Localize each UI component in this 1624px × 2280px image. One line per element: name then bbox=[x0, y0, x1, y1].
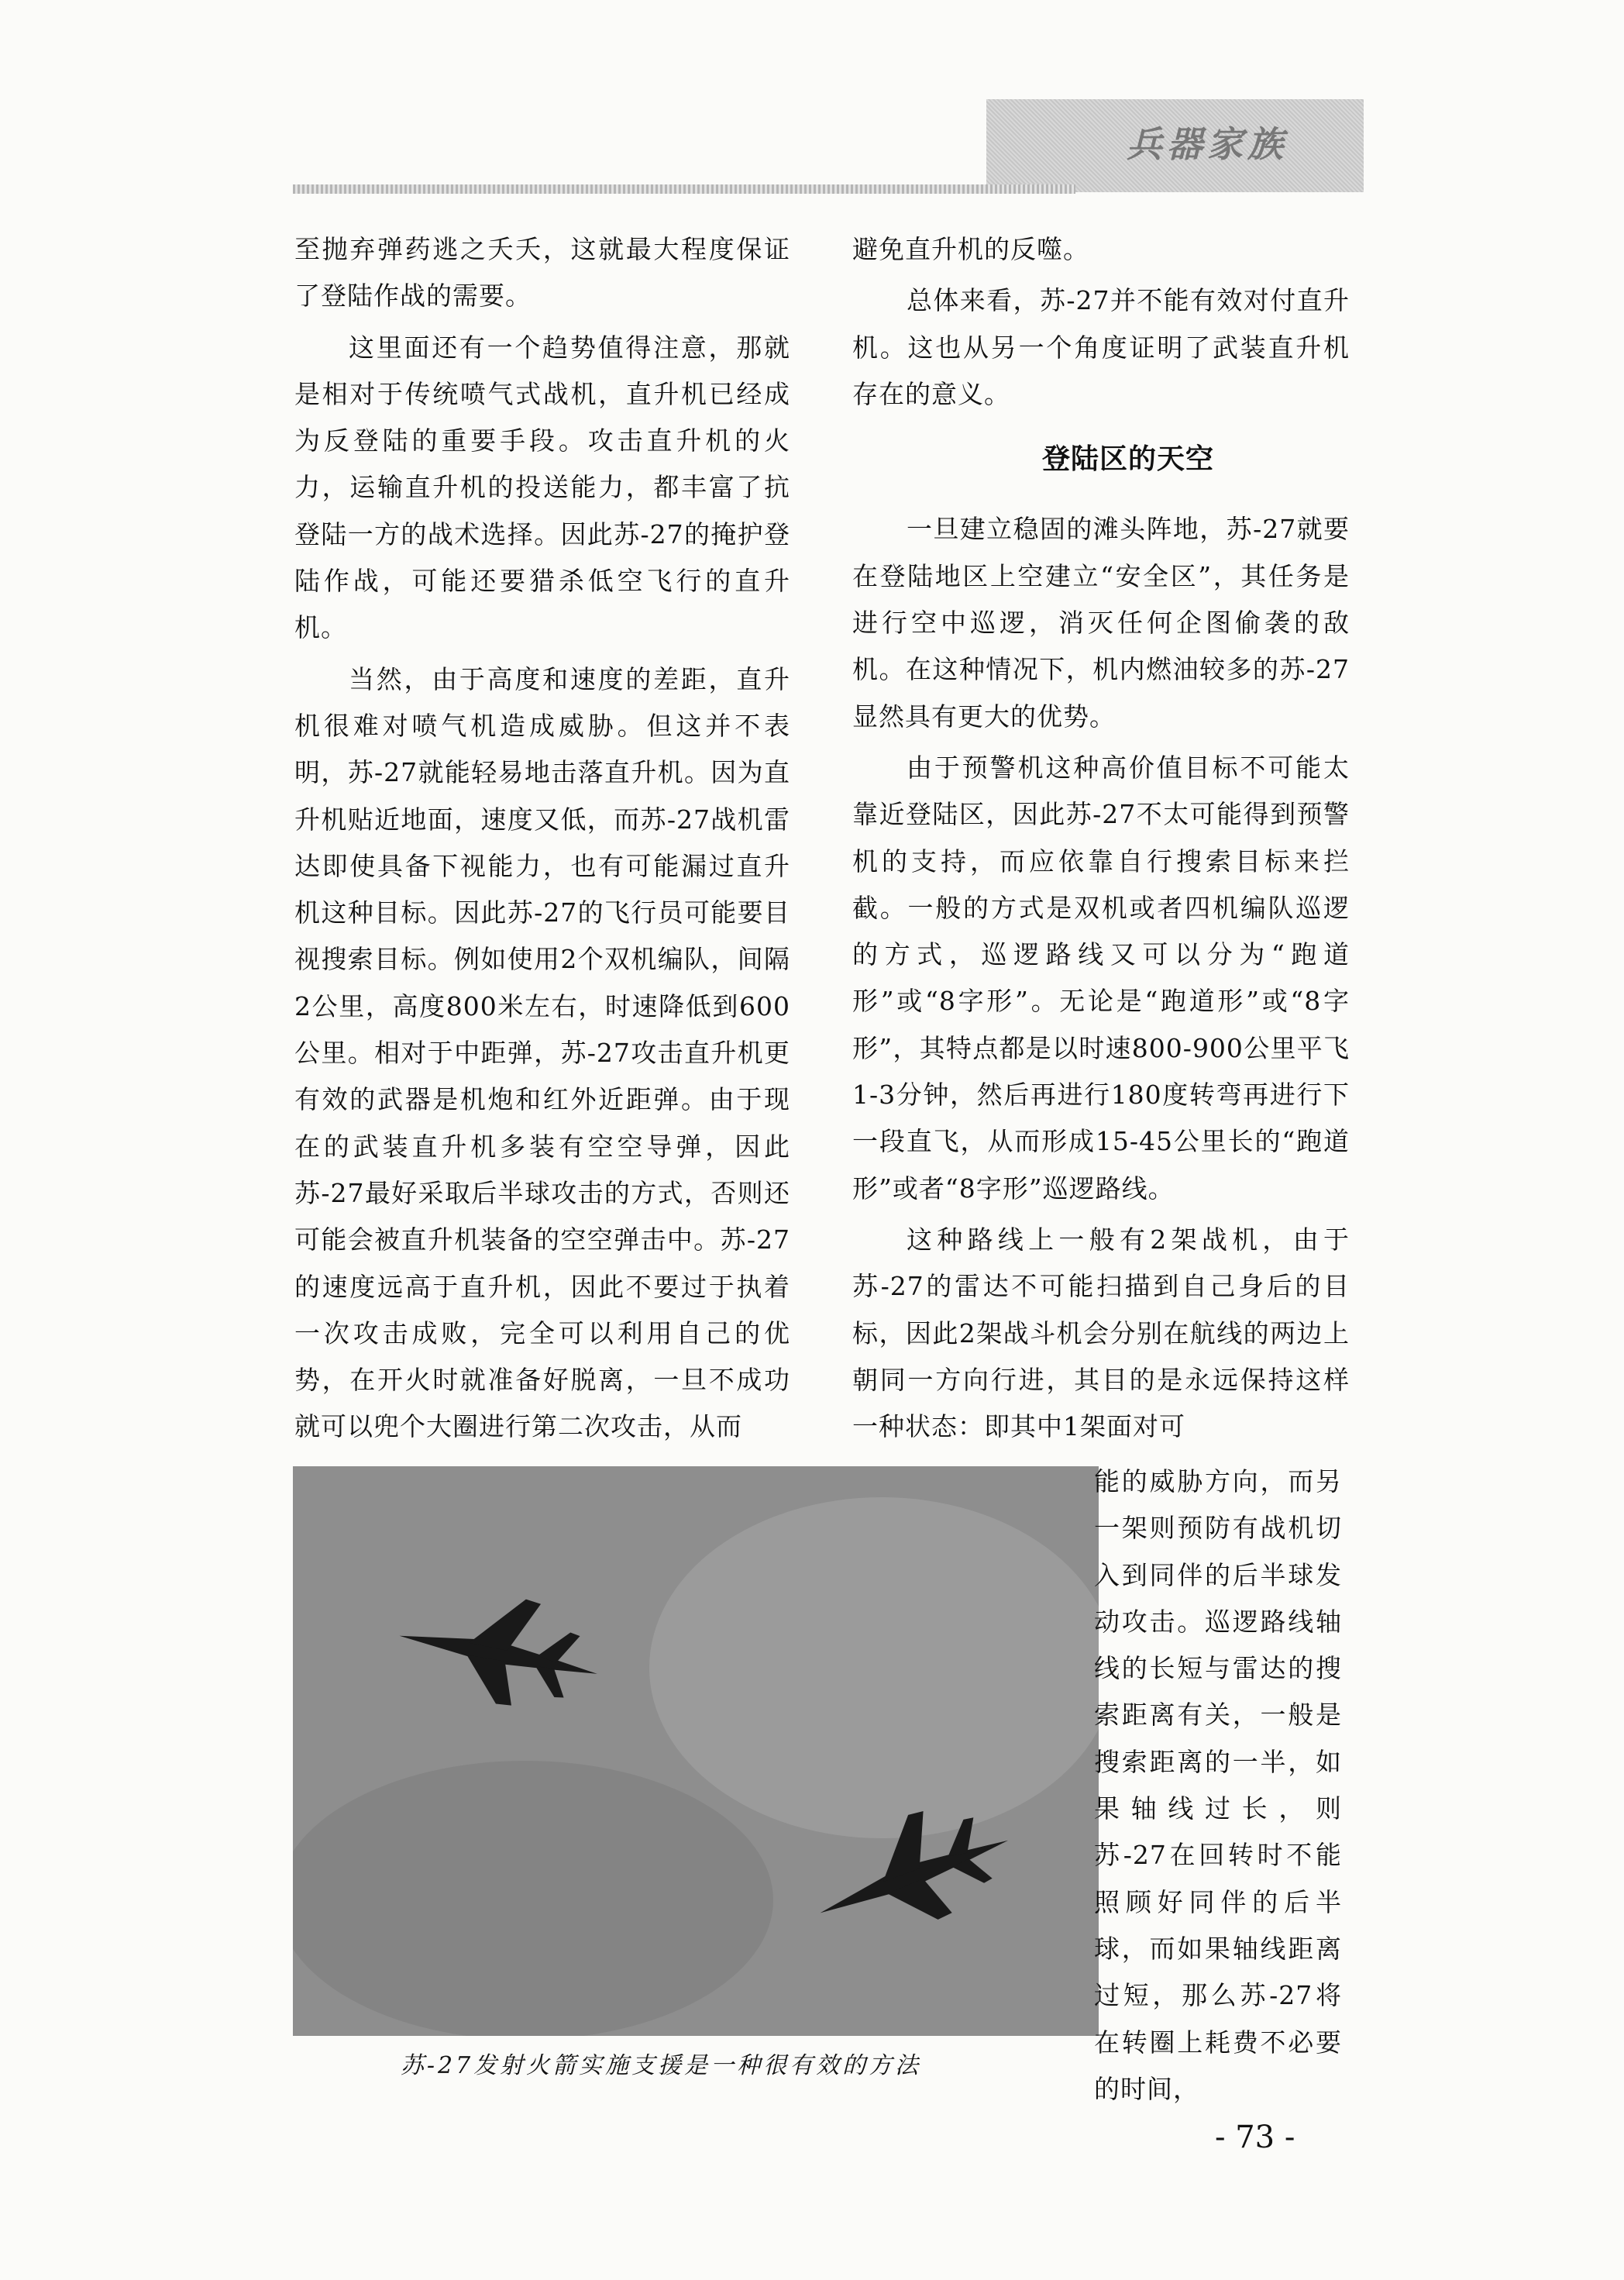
jet-fighters-illustration bbox=[293, 1466, 1099, 2036]
header-rule bbox=[293, 184, 1075, 194]
figure bbox=[293, 1466, 1099, 2094]
paragraph: 避免直升机的反噬。 bbox=[852, 234, 1089, 264]
page-number: - 73 - bbox=[1215, 2120, 1295, 2155]
paragraph: 总体来看，苏-27并不能有效对付直升机。这也从另一个角度证明了武装直升机存在的意义。 bbox=[852, 285, 1350, 409]
section-heading: 登陆区的天空 bbox=[1041, 443, 1214, 476]
wrapped-paragraph-continuation: 能的威胁方向，而另一架则预防有战机切入到同伴的后半球发动攻击。巡逻路线轴线的长短与雷达的搜索距离有关，一般是搜索距离的一半，如果轴线过长，则苏-27在回转时不能照顾好同伴的后半球，而如果轴线距离过短，那么苏-27将在转圈上耗费不必要的时间， bbox=[1094, 1466, 1342, 2104]
aircraft-photo bbox=[293, 1466, 1099, 2036]
paragraph: 一旦建立稳固的滩头阵地，苏-27就要在登陆地区上空建立“安全区”，其任务是进行空中巡逻，消灭任何企图偷袭的敌机。在这种情况下，机内燃油较多的苏-27显然具有更大的优势。 bbox=[852, 514, 1350, 732]
left-column bbox=[294, 226, 790, 1455]
figure-caption: 苏-27发射火箭实施支援是一种很有效的方法 bbox=[400, 2052, 922, 2079]
paragraph: 至抛弃弹药逃之夭夭，这就最大程度保证了登陆作战的需要。 bbox=[294, 234, 790, 312]
section-title: 兵器家族 bbox=[1127, 123, 1288, 165]
paragraph: 由于预警机这种高价值目标不可能太靠近登陆区，因此苏-27不太可能得到预警机的支持，而应依靠自行搜索目标来拦截。一般的方式是双机或者四机编队巡逻的方式，巡逻路线又可以分为“跑道形”或“8字形”。无论是“跑道形”或“8字形”，其特点都是以时速800-900公里平飞1-3分钟，然后再进行180度转弯再进行下一段直飞，从而形成15-45公里长的“跑道形”或者“8字形”巡逻路线。 bbox=[852, 752, 1350, 1204]
right-column bbox=[852, 226, 1350, 1455]
paragraph: 这种路线上一般有2架战机，由于苏-27的雷达不可能扫描到自己身后的目标，因此2架战斗机会分别在航线的两边上朝同一方向行进，其目的是永远保持这样一种状态：即其中1架面对可 bbox=[852, 1224, 1350, 1442]
paragraph: 这里面还有一个趋势值得注意，那就是相对于传统喷气式战机，直升机已经成为反登陆的重要手段。攻击直升机的火力，运输直升机的投送能力，都丰富了抗登陆一方的战术选择。因此苏-27的掩护登陆作战，可能还要猎杀低空飞行的直升机。 bbox=[294, 332, 790, 643]
section-header-banner bbox=[986, 99, 1364, 192]
paragraph: 当然，由于高度和速度的差距，直升机很难对喷气机造成威胁。但这并不表明，苏-27就能轻易地击落直升机。因为直升机贴近地面，速度又低，而苏-27战机雷达即使具备下视能力，也有可能漏过直升机这种目标。因此苏-27的飞行员可能要目视搜索目标。例如使用2个双机编队，间隔2公里，高度800米左右，时速降低到600公里。相对于中距弹，苏-27攻击直升机更有效的武器是机炮和红外近距弹。由于现在的武装直升机多装有空空导弹，因此苏-27最好采取后半球攻击的方式，否则还可能会被直升机装备的空空弹击中。苏-27的速度远高于直升机，因此不要过于执着一次攻击成败，完全可以利用自己的优势，在开火时就准备好脱离，一旦不成功就可以兜个大圈进行第二次攻击，从而 bbox=[294, 663, 790, 1442]
